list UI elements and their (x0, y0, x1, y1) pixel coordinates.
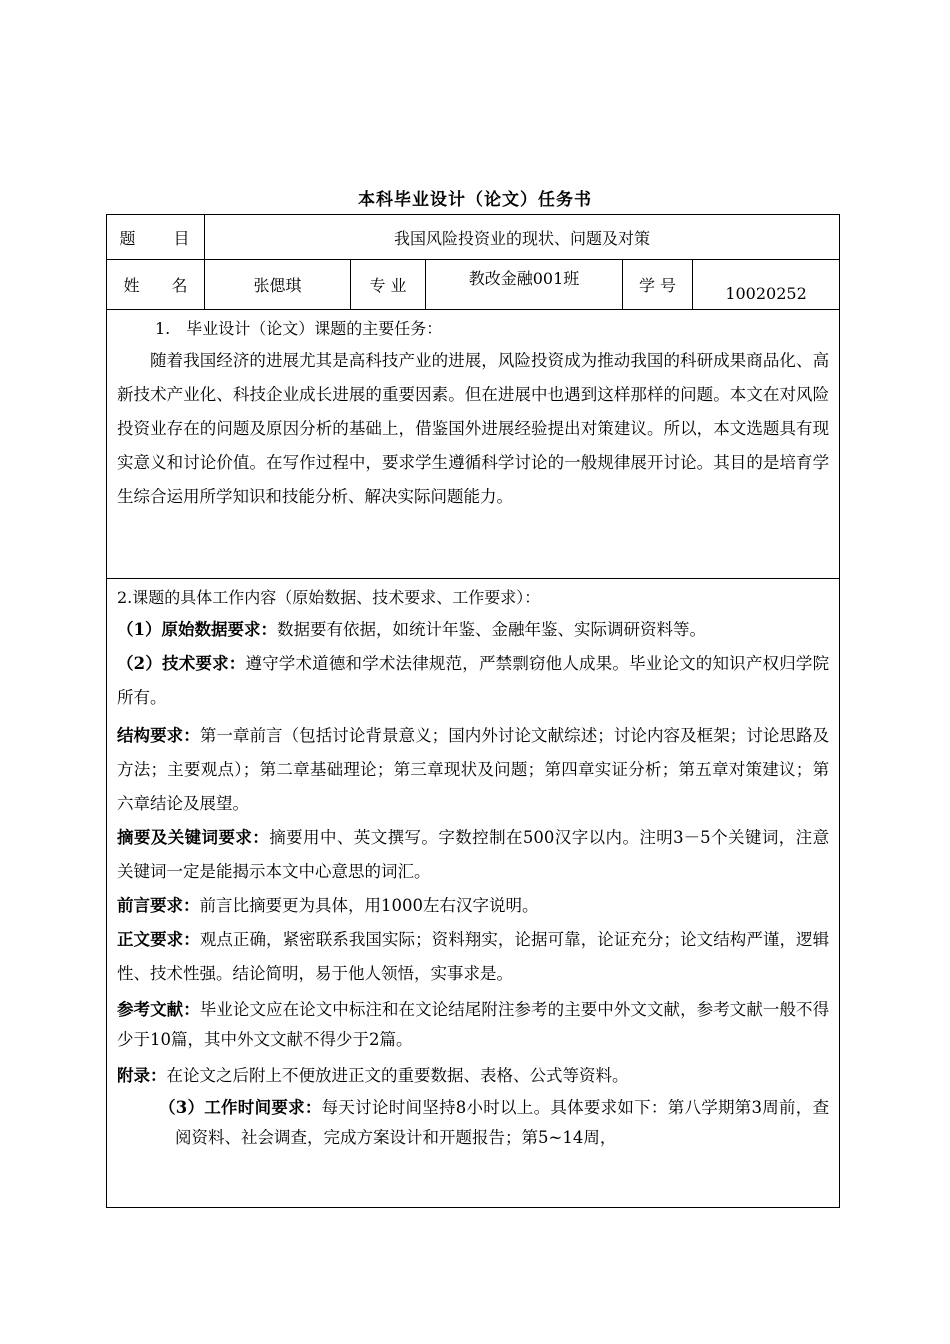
item-label: （3）工作时间要求： (159, 1098, 322, 1117)
item-text: 第一章前言（包括讨论背景意义；国内外讨论文献综述；讨论内容及框架；讨论思路及方法；主要观点）；第二章基础理论；第三章现状及问题；第四章实证分析；第五章对策建议；第六章结论及展望。 (117, 726, 830, 813)
item-label: 摘要及关键词要求： (117, 828, 270, 847)
item-text: 摘要用中、英文撰写。字数控制在500汉字以内。注明3－5个关键词，注意关键词一定是能揭示本文中心意思的词汇。 (117, 828, 830, 881)
section1-row (107, 310, 840, 579)
item-label: （1）原始数据要求： (117, 620, 277, 639)
student-id-label: 学 号 (623, 260, 693, 310)
section2-heading: 2.课题的具体工作内容（原始数据、技术要求、工作要求）： (117, 588, 541, 607)
item-label: 前言要求： (117, 896, 200, 915)
student-info-row (107, 260, 840, 310)
section2-cell (107, 579, 840, 1208)
document-title: 本科毕业设计（论文）任务书 (358, 190, 592, 210)
section1-cell (107, 310, 840, 579)
topic-row (107, 215, 840, 260)
item-text: 数据要有依据，如统计年鉴、金融年鉴、实际调研资料等。 (276, 620, 706, 639)
item-original-data (117, 613, 829, 647)
task-form-table (106, 214, 840, 1208)
item-label: （2）技术要求： (117, 654, 246, 673)
item-label: 附录： (117, 1066, 167, 1085)
item-label: 参考文献： (117, 1000, 200, 1019)
item-text: 在论文之后附上不便放进正文的重要数据、表格、公式等资料。 (166, 1066, 629, 1085)
section1-body: 随着我国经济的进展尤其是高科技产业的进展，风险投资成为推动我国的科研成果商品化、高新技术产业化、科技企业成长进展的重要因素。但在进展中也遇到这样那样的问题。本文在对风险投资业存在的问题及原因分析的基础上，借鉴国外进展经验提出对策建议。所以，本文选题具有现实意义和讨论价值。在写作过程中，要求学生遵循科学讨论的一般规律展开讨论。其目的是培育学生综合运用所学知识和技能分析、解决实际问题能力。 (117, 351, 830, 506)
item-text: 遵守学术道德和学术法律规范，严禁剽窃他人成果。毕业论文的知识产权归学院所有。 (117, 654, 830, 707)
major-label: 专 业 (351, 260, 426, 310)
item-main-text (117, 923, 829, 991)
item-text: 前言比摘要更为具体，用1000左右汉字说明。 (199, 896, 539, 915)
major-value: 教改金融001班 (426, 260, 623, 310)
name-label: 姓 名 (107, 260, 205, 310)
item-structure (117, 719, 829, 821)
topic-label: 题 目 (107, 215, 205, 260)
item-references (117, 995, 829, 1055)
item-preface (117, 889, 829, 923)
item-text: 每天讨论时间坚持8小时以上。具体要求如下：第八学期第3周前，查阅资料、社会调查，完成方案设计和开题报告；第5~14周， (175, 1098, 830, 1147)
item-technical (117, 647, 829, 715)
section1-heading: 1. 毕业设计（论文）课题的主要任务： (155, 319, 443, 338)
section2-row (107, 579, 840, 1208)
student-id-value: 10020252 (693, 260, 840, 310)
item-abstract (117, 821, 829, 889)
item-appendix (117, 1059, 829, 1093)
item-text: 毕业论文应在论文中标注和在文论结尾附注参考的主要中外文文献，参考文献一般不得少于10篇，其中外文文献不得少于2篇。 (117, 1000, 830, 1049)
name-value: 张偲琪 (205, 260, 351, 310)
item-label: 正文要求： (117, 930, 200, 949)
item-text: 观点正确，紧密联系我国实际；资料翔实，论据可靠，论证充分；论文结构严谨，逻辑性、技术性强。结论简明，易于他人领悟，实事求是。 (117, 930, 830, 983)
item-label: 结构要求： (117, 726, 200, 745)
item-schedule (117, 1093, 829, 1153)
topic-value: 我国风险投资业的现状、问题及对策 (205, 215, 840, 260)
